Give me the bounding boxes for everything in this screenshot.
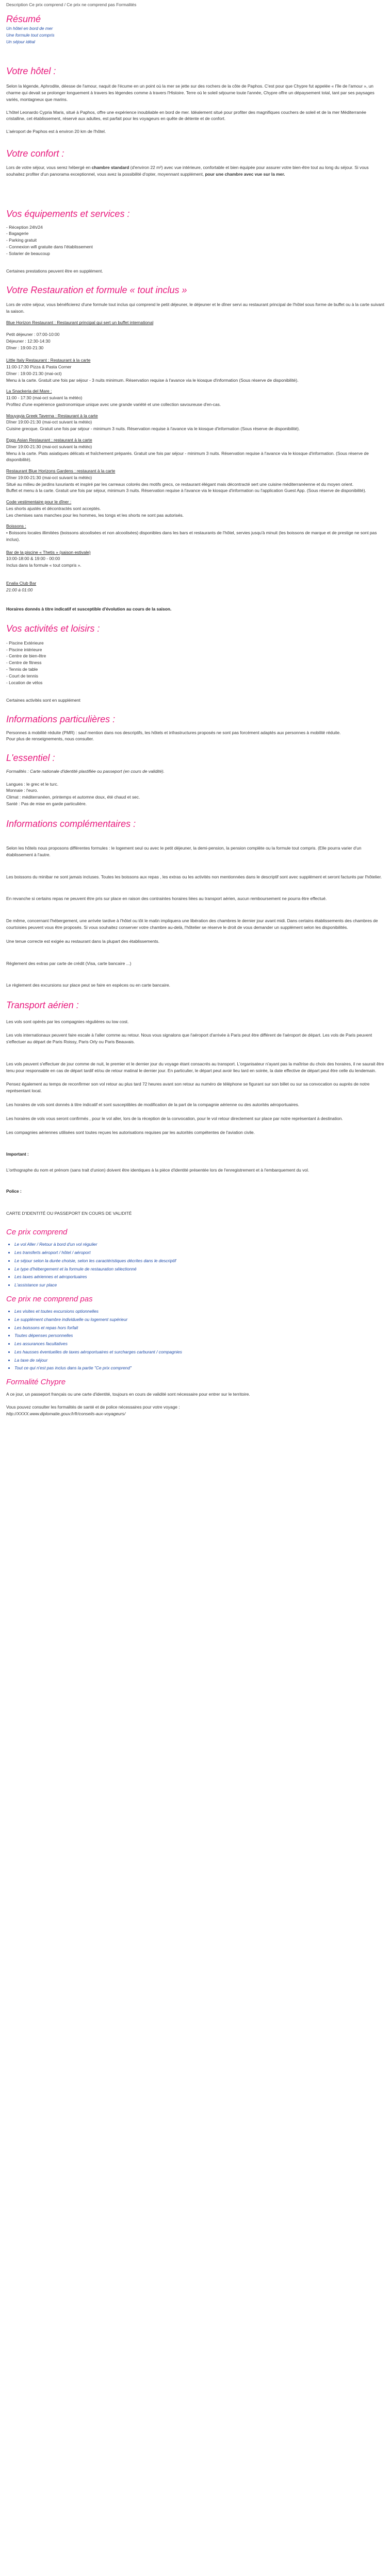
prix-ne-comprend-title: Ce prix ne comprend pas: [6, 1294, 93, 1303]
important-text: L'orthographe du nom et prénom (sans trait d'union) doivent être identiques à la pièce d'identité présentée lors de l'enregistrement et à l'embarquement du vol.: [6, 1167, 309, 1173]
particulieres-section: [6, 714, 385, 742]
restaurant-details: Dîner 19:00-21:30 (mai-oct suivant la météo) Situé au milieu de jardins luxuriants et inspiré par les carreaux colorés des motifs grecs, ce restaurant élégant mais décontracté sert une cuisine méditerranéenne et du moyen orient. Buffet et menu à la carte. Gratuit une fois par séjour, minimum 3 nuits. Réservation requise à l'avance via le kiosque d'information ou l'application Guest App. (Sous réserve de disponibilité).: [6, 474, 366, 494]
activite-item: - Centre de bien-être: [6, 653, 46, 659]
confort-section: [6, 148, 385, 178]
room-type: chambre standard: [91, 165, 129, 171]
transport-section: [6, 1000, 385, 1136]
prix-ne-comprend-item: • La taxe de séjour: [14, 1357, 385, 1364]
pool-bar-title: Bar de la piscine « Thetis » (saison estivale): [6, 549, 91, 555]
prix-ne-comprend-section: [6, 1295, 385, 1371]
restaurant-title: Mouyayia Greek Taverna : Restaurant à la carte: [6, 413, 98, 418]
prix-comprend-section: [6, 1228, 385, 1289]
restaurant-details: 11:00-17:30 Pizza & Pasta Corner Dîner : 19:00-21:30 (mai-oct) Menu à la carte. Gratuit une fois par séjour - 3 nuits minimum. Réservation requise à l'avance via le kiosque d'information (Sous réserve de disponibilité).: [6, 364, 299, 383]
hotel-section: [6, 66, 385, 135]
breadcrumb: Description Ce prix comprend / Ce prix ne comprend pas Formalités: [6, 2, 137, 7]
prix-comprend-item: • L'assistance sur place: [14, 1282, 385, 1289]
club-bar: [6, 580, 385, 594]
restaurant-title: Eggs Asian Restaurant : restaurant à la carte: [6, 437, 92, 443]
transport-paragraph: Les horaires de vols sont donnés à titre indicatif et sont susceptibles de modification de la part de la compagnie aérienne ou des autorités aéroportuaires.: [6, 1102, 299, 1108]
club-bar-hours: 21:00 à 01:00: [6, 587, 33, 592]
particulieres-title: Informations particulières :: [6, 714, 116, 725]
essentiel-formalites: Formalités : Carte nationale d'identité plastifiée ou passeport (en cours de validité).: [6, 768, 165, 774]
prix-ne-comprend-item: • Le supplément chambre individuelle ou logement supérieur: [14, 1316, 385, 1323]
dress-code-details: Les shorts ajustés et décontractés sont acceptés. Les chemises sans manches pour les hommes, les tongs et les shorts ne sont pas autorisés.: [6, 505, 184, 518]
important-section: [6, 1151, 385, 1174]
drinks-details: • Boissons locales illimitées (boissons alcoolisées et non alcoolisées) disponibles dans les bars et restaurants de l'hôtel, servies jusqu'à minuit (les boissons de marque et de prestige ne sont pas inclus).: [6, 530, 377, 542]
complementaires-paragraph: Les boissons du minibar ne sont jamais incluses. Toutes les boissons aux repas , les extras ou les activités non mentionnées dans le descriptif sont avec supplément et seront facturés par l'hôtelier.: [6, 874, 382, 879]
equipements-note: Certaines prestations peuvent être en supplément.: [6, 268, 103, 274]
restaurant-main-hours: Petit déjeuner : 07:00-10:00 Déjeuner : 12:30-14:30 Dîner : 19:00-21:30: [6, 332, 60, 350]
transport-paragraph: Les vols peuvent s'effectuer de jour comme de nuit, le premier et le dernier jour du voyage étant consacrés au transport. L'organisateur n'ayant pas la maîtrise du choix des horaires, il ne saurait être tenu pour responsable en cas de départ tardif et/ou de retour matinal le dernier jour. En particulier, le départ peut avoir lieu tard en soirée, la date effective de départ peut être celle du lendemain.: [6, 1061, 384, 1073]
activites-title: Vos activités et loisirs :: [6, 623, 100, 634]
resume-list: [6, 25, 385, 45]
prix-ne-comprend-item: • Les boissons et repas hors forfait: [14, 1325, 385, 1331]
activite-item: - Piscine Extérieure: [6, 640, 44, 646]
activites-section: [6, 623, 385, 704]
equipements-title: Vos équipements et services :: [6, 208, 130, 219]
prix-comprend-item: • Les taxes aériennes et aéroportuaires: [14, 1274, 385, 1280]
hotel-paragraph: L'aéroport de Paphos est à environ 20 km de l'hôtel.: [6, 129, 106, 134]
complementaires-paragraph: Règlement des extras par carte de crédit (Visa, carte bancaire ...): [6, 960, 132, 966]
drinks-title: Boissons :: [6, 523, 26, 529]
essentiel-details: Langues : le grec et le turc. Monnaie : l'euro. Climat : méditerranéen, printemps et automne doux, été chaud et sec. Santé : Pas de mise en garde particulière.: [6, 781, 140, 806]
confort-paragraph: [6, 164, 385, 178]
activites-note: Certaines activités sont en supplément: [6, 698, 80, 703]
confort-title: Votre confort :: [6, 148, 64, 159]
equipement-item: - Parking gratuit: [6, 238, 37, 243]
restaurant-main-title: Blue Horizon Restaurant : Restaurant principal qui sert un buffet international: [6, 320, 154, 326]
restaurant-details: Dîner 19:00-21:30 (mai-oct suivant la météo) Cuisine grecque. Gratuit une fois par séjour - minimum 3 nuits. Réservation requise à l'avance via le kiosque d'information (Sous réserve de disponibilité).: [6, 419, 300, 432]
complementaires-paragraph: Une tenue correcte est exigée au restaurant dans la plupart des établissements.: [6, 938, 160, 944]
activite-item: - Tennis de table: [6, 666, 38, 672]
formalite-chypre-section: [6, 1378, 385, 1417]
restaurant-main: [6, 319, 385, 351]
activite-item: - Centre de fitness: [6, 660, 42, 666]
complementaires-paragraph: De même, concernant l'hébergement, une arrivée tardive à l'hôtel ou tôt le matin impliquera une libération des chambres le dernier jour avant midi. Dans certains établissements des chambres de courtoisies peuvent vous être proposés. Si vous souhaitez conserver votre chambre au-delà, l'hôtelier se réserve le droit de vous demander un supplément selon les disponibilités.: [6, 918, 378, 930]
prix-comprend-title: Ce prix comprend: [6, 1228, 68, 1237]
prix-comprend-item: • Le vol Aller / Retour à bord d'un vol régulier: [14, 1241, 385, 1248]
diplomatie-link[interactable]: http://XXXX.www.diplomatie.gouv.fr/fr/conseils-aux-voyageurs/: [6, 1411, 126, 1416]
equipement-item: - Connexion wifi gratuite dans l'établissement: [6, 244, 93, 249]
club-bar-title: Enalia Club Bar: [6, 581, 37, 586]
restaurant-details: 11:00 - 17:30 (mai-oct suivant la météo) Profitez d'une expérience gastronomique unique avec une grande variété et une collection savoureuse d'en-cas.: [6, 395, 221, 407]
equipements-section: [6, 209, 385, 275]
prix-ne-comprend-item: • Les assurances facultatives: [14, 1341, 385, 1347]
resume-section: [6, 14, 385, 45]
hotel-title: Votre hôtel :: [6, 65, 56, 76]
complementaires-paragraph: Selon les hôtels nous proposons différentes formules : le logement seul ou avec le petit déjeuner, la demi-pension, la pension complète ou la formule tout compris. (Elle pourra varier d'un établissement à l'autre.: [6, 845, 362, 857]
hotel-paragraph: Selon la légende, Aphrodite, déesse de l'amour, naquit de l'écume en un point où la mer se jette sur des rochers de la côte de Paphos. C'est pour que Chypre fut appelée « l'île de l'amour », un charme qui devait se prolonger longuement à travers les légendes comme à travers l'Histoire. Terre où le soleil séjourne toute l'année, Chypre offre un dépaysement total, tant par ses paysages variés, montagneux que marins.: [6, 83, 374, 102]
transport-paragraph: Pensez également au temps de reconfirmer son vol retour au plus tard 72 heures avant son retour au numéro de téléphone se figurant sur son billet ou sur sa convocation ou auprès de notre représentant local.: [6, 1081, 370, 1094]
restaurant-title: La Snackeria del Mare :: [6, 388, 52, 394]
restaurant-block: [6, 437, 385, 463]
drinks: [6, 523, 385, 543]
complementaires-paragraph: En revanche si certains repas ne peuvent être pris sur place en raison des contraintes horaires liées au transport aérien, aucun remboursement ne pourra être effectué.: [6, 896, 327, 902]
dress-code: [6, 499, 385, 518]
police-label: Police :: [6, 1188, 22, 1194]
restaurant-block: [6, 357, 385, 383]
formalite-chypre-text: Vous pouvez consulter les formalités de santé et de police nécessaires pour votre voyage :: [6, 1404, 180, 1410]
restauration-title: Votre Restauration et formule « tout inclus »: [6, 285, 187, 296]
important-label: Important :: [6, 1151, 29, 1157]
activite-item: - Court de tennis: [6, 673, 38, 679]
restaurant-details: Dîner 19:00-21:30 (mai-oct suivant la météo) Menu à la carte. Plats asiatiques délicats et fraîchement préparés. Gratuit une fois par séjour - minimum 3 nuits. Réservation requise à l'avance via le kiosque d'information. (Sous réserve de disponibilité).: [6, 444, 369, 463]
resume-line: Une formule tout compris: [6, 32, 55, 38]
equipement-item: - Bagagerie: [6, 231, 29, 236]
police-text: CARTE D'IDENTITÉ OU PASSEPORT EN COURS DE VALIDITÉ: [6, 1210, 132, 1216]
resume-line: Un hôtel en bord de mer: [6, 26, 53, 31]
equipement-item: - Réception 24h/24: [6, 224, 43, 230]
resume-line: Un séjour idéal: [6, 39, 35, 44]
complementaires-title: Informations complémentaires :: [6, 818, 136, 829]
transport-paragraph: Les vols internationaux peuvent faire escale à l'aller comme au retour. Nous vous signalons que l'aéroport d'arrivée à Paris peut être différent de l'aéroport de départ. Les vols de Paris peuvent s'effectuer au départ de Paris Roissy, Paris Orly ou Paris Beauvais.: [6, 1032, 372, 1045]
particulieres-text: Personnes à mobilité réduite (PMR) : sauf mention dans nos descriptifs, les hôtels et infrastructures proposés ne sont pas forcément adaptés aux personnes à mobilité réduite. Pour plus de renseignements, nous consulter.: [6, 730, 341, 742]
restaurant-block: [6, 413, 385, 432]
activite-item: - Location de vélos: [6, 680, 43, 685]
formalite-chypre-text: A ce jour, un passeport français ou une carte d'identité, toujours en cours de validité sont nécessaire pour entrer sur le territoire.: [6, 1392, 250, 1397]
prix-ne-comprend-item: • Tout ce qui n'est pas inclus dans la partie "Ce prix comprend": [14, 1365, 385, 1371]
prix-comprend-list: [6, 1241, 385, 1289]
prix-comprend-item: • Le type d'hébergement et la formule de restauration sélectionné: [14, 1266, 385, 1273]
essentiel-section: [6, 753, 385, 807]
transport-paragraph: Les compagnies aériennes utilisées sont toutes reçues les autorisations requises par les autorités compétentes de l'aviation civile.: [6, 1129, 255, 1135]
transport-paragraph: Les horaires de vols vous seront confirmés , pour le vol aller, lors de la réception de la convocation, pour le vol retour directement sur place par notre représentant à destination.: [6, 1115, 343, 1121]
prix-comprend-item: • Les transferts aéroport / hôtel / aéroport: [14, 1249, 385, 1256]
equipement-item: - Solarier de beaucoup: [6, 250, 50, 256]
hours-note: Horaires donnés à titre indicatif et susceptible d'évolution au cours de la saison.: [6, 606, 172, 612]
pool-bar: [6, 549, 385, 569]
restaurant-title: Restaurant Blue Horizons Gardens : restaurant à la carte: [6, 468, 116, 474]
activites-list: [6, 640, 385, 686]
prix-ne-comprend-item: • Toutes dépenses personnelles: [14, 1332, 385, 1339]
essentiel-title: L'essentiel :: [6, 753, 55, 764]
transport-title: Transport aérien :: [6, 1000, 79, 1011]
confort-text: (d'environ 22 m²) avec vue intérieure, confortable et bien équipée pour assurer votre bien-être tout au long du séjour. Si vous souhaitez profiter d'un panorama exceptionnel, vous avez la possibilité d'opter, moyennant supplément,: [6, 165, 369, 177]
dress-code-title: Code vestimentaire pour le dîner :: [6, 499, 72, 505]
confort-text: Lors de votre séjour, vous serez hébergé en: [6, 165, 92, 171]
restaurant-block: [6, 468, 385, 494]
restaurant-title: Little Italy Restaurant : Restaurant à la carte: [6, 358, 91, 363]
resume-title: Résumé: [6, 13, 41, 24]
prix-ne-comprend-list: [6, 1308, 385, 1371]
prix-ne-comprend-item: • Les hausses éventuelles de taxes aéroportuaires et surcharges carburant / compagnies: [14, 1349, 385, 1355]
prix-ne-comprend-item: • Les visites et toutes excursions optionnelles: [14, 1308, 385, 1315]
activite-item: - Piscine intérieure: [6, 647, 42, 652]
hotel-paragraph: L'hôtel Leonardo Cypria Maris, situé à Paphos, offre une expérience inoubliable en bord de mer. Idéalement situé pour profiter des magnifiques couchers de soleil et de la mer Méditerranée cristalline, cet établissement, réservé aux adultes, est parfait pour les voyageurs en quête de détente et de confort.: [6, 109, 366, 122]
pool-bar-details: 10:00-18:00 & 19:00 - 00:00 Inclus dans la formule « tout compris ».: [6, 556, 82, 568]
transport-paragraph: Les vols sont opérés par les compagnies régulières ou low cost.: [6, 1019, 129, 1024]
complementaires-paragraph: Le règlement des excursions sur place peut se faire en espèces ou en carte bancaire.: [6, 982, 170, 988]
restaurant-block: [6, 388, 385, 408]
formalite-chypre-title: Formalité Chypre: [6, 1378, 66, 1387]
prix-comprend-item: • Le séjour selon la durée choisie, selon les caractéristiques décrites dans le descriptif: [14, 1258, 385, 1264]
police-section: [6, 1188, 385, 1217]
restauration-intro: Lors de votre séjour, vous bénéficierez d'une formule tout inclus qui comprend le petit déjeuner, le déjeuner et le dîner servi au restaurant principal de l'hôtel sous forme de buffet ou à la carte suivant la saison.: [6, 301, 385, 314]
sea-view-option: pour une chambre avec vue sur la mer.: [205, 172, 285, 177]
equipements-list: [6, 224, 385, 257]
restauration-section: [6, 285, 385, 612]
complementaires-section: [6, 819, 385, 989]
